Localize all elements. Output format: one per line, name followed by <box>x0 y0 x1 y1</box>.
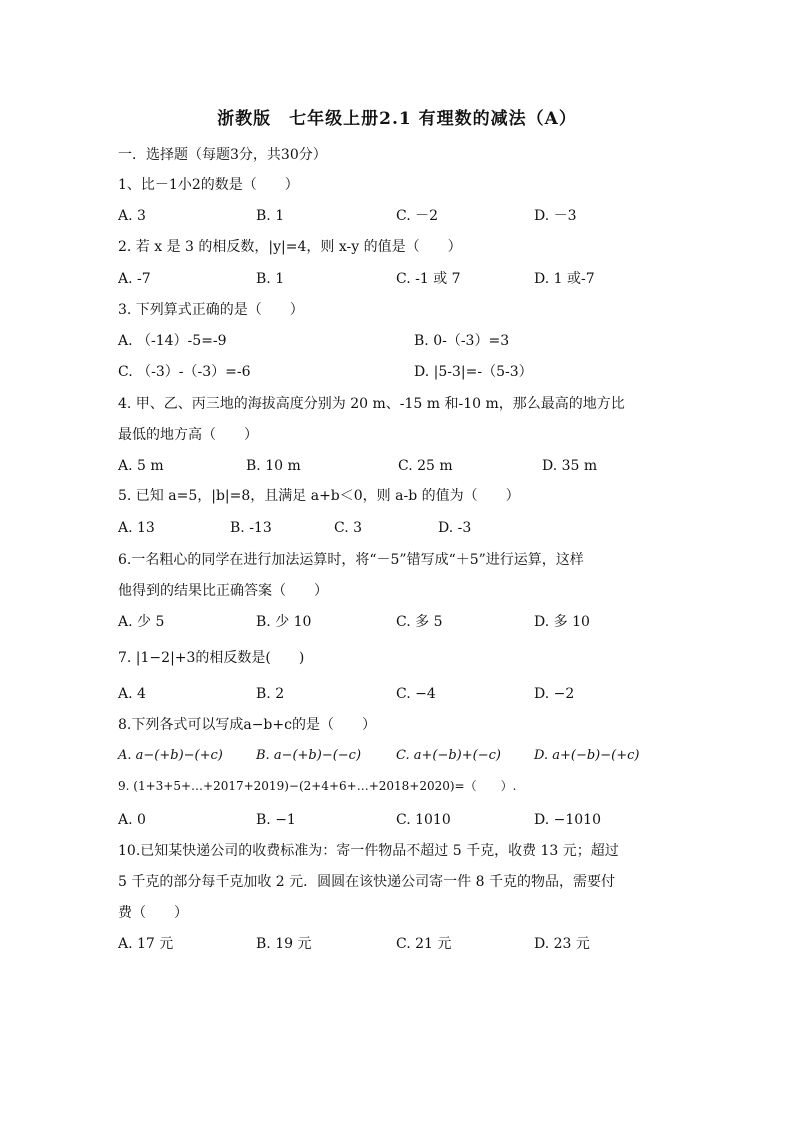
question-1-option-a: A. 3 <box>118 208 146 224</box>
question-7-option-b: B. 2 <box>256 686 285 702</box>
question-9-option-d: D. −1010 <box>534 812 601 828</box>
question-9-option-a: A. 0 <box>118 812 146 828</box>
question-6-option-a: A. 少 5 <box>118 614 165 630</box>
question-3-option-a: A. （-14）-5=-9 <box>118 333 227 349</box>
question-8-option-c: C. a+(−b)+(−c) <box>396 748 501 763</box>
question-4-option-d: D. 35 m <box>542 458 598 474</box>
question-5-stem: 5. 已知 a=5，|b|=8，且满足 a+b＜0，则 a-b 的值为（ ） <box>118 488 520 504</box>
question-8-option-b: B. a−(+b)−(−c) <box>256 748 362 763</box>
question-4-stem: 4. 甲、乙、丙三地的海拔高度分别为 20 m、-15 m 和-10 m，那么最高的地方比 <box>118 396 625 412</box>
question-10-stem-cont: 5 千克的部分每千克加收 2 元．圆圆在该快递公司寄一件 8 千克的物品，需要付 <box>118 874 615 890</box>
question-10-stem-cont-2: 费（ ） <box>118 905 188 921</box>
question-10-stem: 10.已知某快递公司的收费标准为：寄一件物品不超过 5 千克，收费 13 元；超过 <box>118 843 619 859</box>
question-9-stem: 9. (1+3+5+…+2017+2019)−(2+4+6+…+2018+2020)=（ ）. <box>118 779 517 793</box>
question-10-option-d: D. 23 元 <box>534 936 590 952</box>
question-7-option-a: A. 4 <box>118 686 146 702</box>
question-2-option-b: B. 1 <box>256 271 285 287</box>
question-2-option-d: D. 1 或-7 <box>534 271 595 287</box>
question-3-option-c: C. （-3）-（-3）=-6 <box>118 364 251 380</box>
question-2-stem: 2. 若 x 是 3 的相反数，|y|=4，则 x-y 的值是（ ） <box>118 239 462 255</box>
page-title: 浙教版 七年级上册2.1 有理数的减法（A） <box>217 109 577 129</box>
question-4-option-b: B. 10 m <box>246 458 301 474</box>
question-4-option-c: C. 25 m <box>398 458 453 474</box>
question-10-option-c: C. 21 元 <box>396 936 452 952</box>
question-1-stem: 1、比－1小2的数是（ ） <box>118 177 299 193</box>
question-4-stem-cont: 最低的地方高（ ） <box>118 427 258 443</box>
question-8-stem: 8.下列各式可以写成a−b+c的是（ ） <box>118 717 376 733</box>
question-7-option-c: C. −4 <box>396 686 436 702</box>
section-heading: 一．选择题（每题3分，共30分） <box>118 147 327 163</box>
question-6-option-c: C. 多 5 <box>396 614 443 630</box>
question-5-option-b: B. -13 <box>230 520 272 536</box>
question-3-option-d: D. |5-3|=-（5-3） <box>414 364 533 380</box>
question-1-option-d: D. －3 <box>534 208 577 224</box>
question-1-option-b: B. 1 <box>256 208 285 224</box>
question-3-option-b: B. 0-（-3）=3 <box>414 333 510 349</box>
question-9-option-c: C. 1010 <box>396 812 451 828</box>
question-7-stem: 7. |1−2|+3的相反数是( ) <box>118 650 305 666</box>
question-5-option-a: A. 13 <box>118 520 155 536</box>
question-6-stem: 6.一名粗心的同学在进行加法运算时，将“－5”错写成“＋5”进行运算，这样 <box>118 552 584 568</box>
question-7-option-d: D. −2 <box>534 686 575 702</box>
question-8-option-a: A. a−(+b)−(+c) <box>118 748 223 763</box>
question-3-stem: 3. 下列算式正确的是（ ） <box>118 302 304 318</box>
question-6-option-d: D. 多 10 <box>534 614 590 630</box>
question-5-option-c: C. 3 <box>334 520 363 536</box>
question-8-option-d: D. a+(−b)−(+c) <box>534 748 640 763</box>
question-2-option-c: C. -1 或 7 <box>396 271 461 287</box>
question-6-option-b: B. 少 10 <box>256 614 312 630</box>
question-10-option-b: B. 19 元 <box>256 936 312 952</box>
question-1-option-c: C. －2 <box>396 208 439 224</box>
question-6-stem-cont: 他得到的结果比正确答案（ ） <box>118 583 328 599</box>
question-5-option-d: D. -3 <box>438 520 472 536</box>
question-2-option-a: A. -7 <box>118 271 151 287</box>
question-9-option-b: B. −1 <box>256 812 296 828</box>
question-4-option-a: A. 5 m <box>118 458 164 474</box>
question-10-option-a: A. 17 元 <box>118 936 174 952</box>
